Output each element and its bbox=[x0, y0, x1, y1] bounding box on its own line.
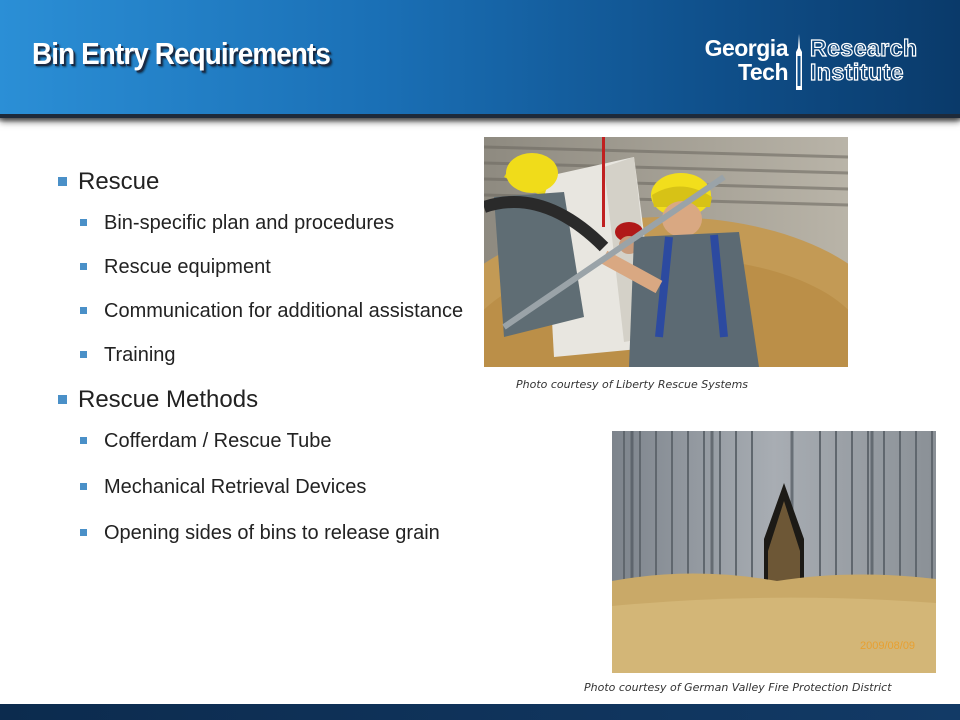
footer-band bbox=[0, 704, 960, 720]
square-bullet-icon bbox=[58, 395, 67, 404]
page-title: Bin Entry Requirements bbox=[32, 36, 331, 71]
photo-opened-bin bbox=[612, 431, 936, 673]
bullet-text: Communication for additional assistance bbox=[104, 300, 464, 322]
bullet-level1-rescue bbox=[58, 168, 468, 196]
square-bullet-icon bbox=[80, 219, 87, 226]
bullet-text: Bin-specific plan and procedures bbox=[104, 212, 395, 234]
logo-word-georgia: Georgia bbox=[704, 35, 788, 61]
opened-bin-illustration bbox=[612, 431, 936, 673]
logo-word-research: Research bbox=[810, 35, 918, 61]
bullet-level2-item bbox=[80, 300, 468, 322]
bullet-level2-item bbox=[80, 212, 468, 234]
bullet-level2-item bbox=[80, 476, 468, 498]
logo-word-institute: Institute bbox=[810, 59, 904, 85]
bullet-label: Rescue Methods bbox=[78, 386, 259, 413]
photo2-datestamp: 2009/08/09 bbox=[860, 640, 916, 652]
bullet-list bbox=[58, 168, 468, 544]
bullet-level2-item bbox=[80, 344, 468, 366]
bullet-text: Mechanical Retrieval Devices bbox=[104, 476, 367, 498]
rescue-tube-illustration bbox=[484, 137, 848, 367]
spire-icon bbox=[792, 34, 806, 94]
square-bullet-icon bbox=[58, 177, 67, 186]
bullet-level2-item bbox=[80, 430, 468, 452]
header-banner bbox=[0, 0, 960, 118]
logo-right-wordmark bbox=[810, 36, 918, 84]
bullet-level2-item bbox=[80, 522, 468, 544]
square-bullet-icon bbox=[80, 263, 87, 270]
bullet-level2-item bbox=[80, 256, 468, 278]
square-bullet-icon bbox=[80, 437, 87, 444]
bullet-level1-rescue-methods bbox=[58, 386, 468, 414]
logo-left-wordmark bbox=[668, 36, 788, 84]
bullet-text: Rescue equipment bbox=[104, 256, 271, 278]
bullet-text: Training bbox=[104, 344, 176, 366]
bullet-text: Cofferdam / Rescue Tube bbox=[104, 430, 332, 452]
bullet-text: Opening sides of bins to release grain bbox=[104, 522, 440, 544]
photo2-caption: Photo courtesy of German Valley Fire Protection District bbox=[584, 681, 892, 694]
georgia-tech-research-institute-logo bbox=[668, 36, 948, 96]
photo1-caption: Photo courtesy of Liberty Rescue Systems bbox=[516, 378, 749, 391]
photo-rescue-tube bbox=[484, 137, 848, 367]
square-bullet-icon bbox=[80, 307, 87, 314]
square-bullet-icon bbox=[80, 351, 87, 358]
bullet-label: Rescue bbox=[78, 168, 160, 195]
square-bullet-icon bbox=[80, 483, 87, 490]
square-bullet-icon bbox=[80, 529, 87, 536]
logo-word-tech: Tech bbox=[738, 59, 788, 85]
